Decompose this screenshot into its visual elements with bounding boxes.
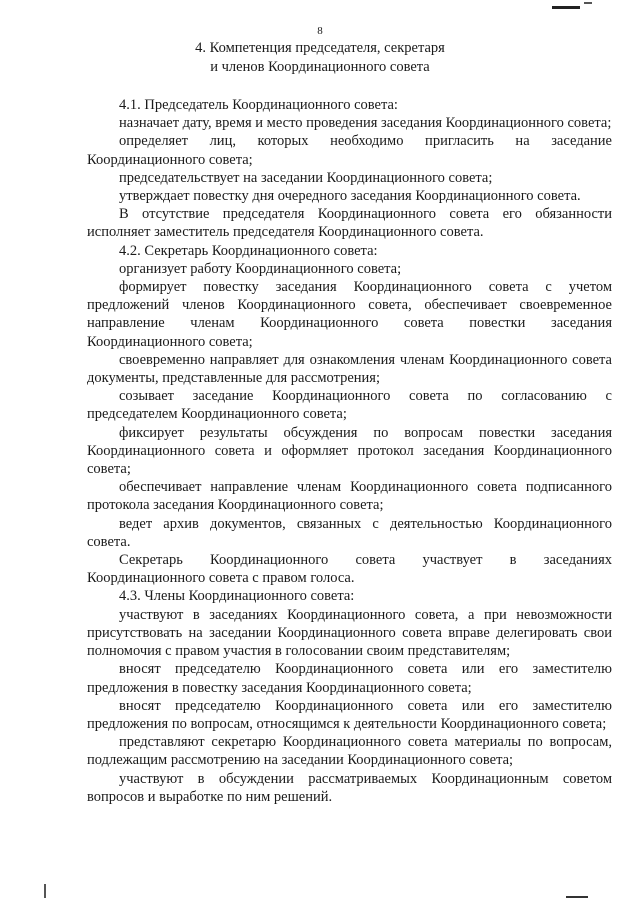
paragraph: участвуют в обсуждении рассматриваемых Координационным советом вопросов и выработке по ним решений.	[87, 770, 612, 805]
heading-line-2: и членов Координационного совета	[210, 59, 430, 75]
paragraph: назначает дату, время и место проведения заседания Координационного совета;	[119, 115, 612, 132]
paragraph: представляют секретарю Координационного совета материалы по вопросам, подлежащим рассмотрению на заседании Координационного совета;	[87, 734, 612, 769]
scan-mark-top-small	[584, 2, 592, 4]
paragraph: председательствует на заседании Координационного совета;	[119, 169, 493, 186]
paragraph: утверждает повестку дня очередного заседания Координационного совета.	[119, 188, 581, 205]
paragraph: участвуют в заседаниях Координационного совета, а при невозможности присутствовать на заседании Координационного совета вправе делегировать свои полномочия с правом участия в голосовании своим представителям;	[87, 606, 612, 660]
scan-mark-left	[44, 884, 46, 898]
heading-line-1: 4. Компетенция председателя, секретаря	[195, 40, 445, 56]
paragraph: ведет архив документов, связанных с деятельностью Координационного совета.	[87, 515, 612, 550]
scan-mark-bottom	[566, 896, 588, 898]
paragraph: В отсутствие председателя Координационного совета его обязанности исполняет заместитель председателя Координационного совета.	[87, 206, 612, 241]
scan-mark-top	[552, 6, 580, 9]
paragraph: организует работу Координационного совета;	[119, 260, 402, 277]
paragraph: формирует повестку заседания Координационного совета с учетом предложений членов Координационного совета, обеспечивает своевременное направление членам Координационного совета повестки заседания Координационного совета;	[87, 279, 612, 350]
paragraph: определяет лиц, которых необходимо пригласить на заседание Координационного совета;	[87, 133, 612, 168]
document-body	[87, 96, 612, 806]
section-heading	[0, 39, 640, 77]
paragraph: 4.3. Члены Координационного совета:	[119, 588, 355, 605]
paragraph: своевременно направляет для ознакомления членам Координационного совета документы, представленные для рассмотрения;	[87, 351, 612, 387]
paragraph: созывает заседание Координационного совета по согласованию с председателем Координационного совета;	[87, 388, 612, 423]
page-number: 8	[317, 25, 323, 37]
paragraph: обеспечивает направление членам Координационного совета подписанного протокола заседания Координационного совета;	[87, 479, 612, 514]
paragraph: фиксирует результаты обсуждения по вопросам повестки заседания Координационного совета и оформляет протокол заседания Координационного совета;	[87, 424, 612, 478]
paragraph: вносят председателю Координационного совета или его заместителю предложения по вопросам, относящимся к деятельности Координационного совета;	[87, 697, 612, 732]
paragraph: 4.2. Секретарь Координационного совета:	[119, 242, 378, 259]
paragraph: вносят председателю Координационного совета или его заместителю предложения в повестку заседания Координационного совета;	[87, 661, 612, 696]
paragraph: Секретарь Координационного совета участвует в заседаниях Координационного совета с правом голоса.	[87, 552, 612, 587]
paragraph: 4.1. Председатель Координационного совета:	[119, 97, 398, 113]
